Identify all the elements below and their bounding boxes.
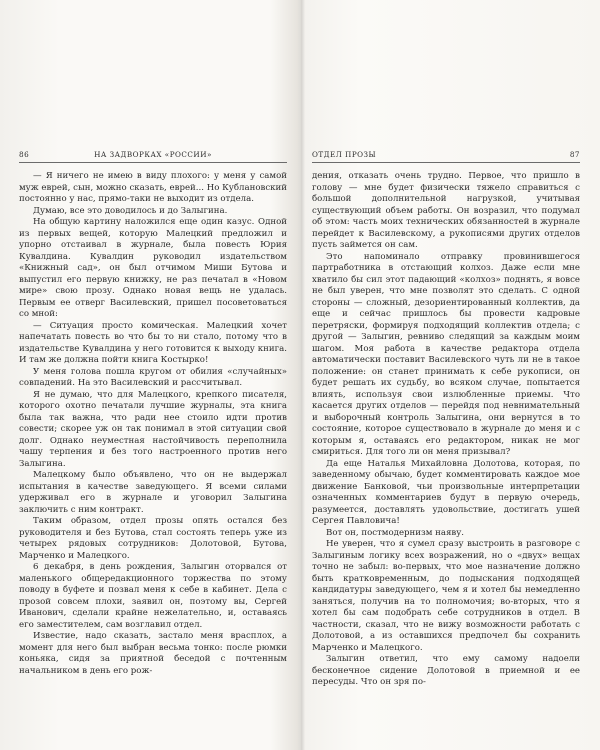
- paragraph: Это напоминало отправку провинившегося партработника в отстающий колхоз. Даже если мне хватило бы сил этот падающий «колхоз» поднять, я вовсе не был уверен, что мне позволят это сделать. С одной стороны — сложный, дезориентированный коллектив, да еще и сейчас пришлось бы провести кадровые перетряски, формируя подходящий коллектив отдела; с другой — Залыгин, ревниво следящий за каждым моим шагом. Моя работа в качестве редактора отдела автоматически поставит Василевского чуть ли не в такое положение: он станет принимать к себе рукописи, он будет решать их судьбу, во всяком случае, попытается влиять, используя свои излюбленные приемы. Что касается других отделов — перейдя под невнимательный и выборочный контроль Залыгина, они вернутся в то состояние, которое существовало в журнале до меня и с которым я, оставаясь его редактором, никак не мог смириться. Для того ли он меня призывал?: [312, 251, 580, 457]
- paragraph: Не уверен, что я сумел сразу выстроить в разговоре с Залыгиным логику всех возражений, но о «двух» вещах точно не забыл: во-первых, что мое назначение должно быть кратковременным, до подыскания подходящей кандидатуры заведующего, чем я и хотел бы немедленно заняться, получив на то полномочия; во-вторых, что я хотел бы сам подобрать себе сотрудников в отдел. В частности, сказал, что не вижу возможности работать с Долотовой, а из оставшихся предпочел бы сохранить Марченко и Малецкого.: [312, 539, 580, 653]
- paragraph: Известие, надо сказать, застало меня врасплох, а момент для него был выбран весьма тонко: после рюмки коньяка, сидя за приятной беседой с почтенным начальником в день его рож-: [19, 631, 287, 676]
- left-running-head: НА ЗАДВОРКАХ «РОССИИ»: [94, 150, 212, 159]
- right-running-head: ОТДЕЛ ПРОЗЫ: [312, 150, 377, 159]
- paragraph: На общую картину наложился еще один казус. Одной из первых вещей, которую Малецкий предложил и упорно отстаивал в журнале, была повесть Юрия Кувалдина. Кувалдин руководил издательством «Книжный сад», он был отчимом Миши Бутова и выпустил его первую книжку, не раз печатал в «Новом мире» свою прозу. Однако новая вещь не удалась. Первым ее отверг Василевский, пришел посоветоваться со мной:: [19, 217, 287, 319]
- right-page: [312, 150, 580, 689]
- paragraph: дения, отказать очень трудно. Первое, что пришло в голову — мне будет физически тяжело справиться с большой дополнительной нагрузкой, учитывая существующий объем работы. Он возразил, что подумал об этом: часть моих технических обязанностей в журнале перейдет к Василевскому, а рукописями других отделов пусть займется он сам.: [312, 171, 580, 250]
- paragraph: Малецкому было объявлено, что он не выдержал испытания в качестве заведующего. Я всеми силами удерживал его в журнале и уговорил Залыгина заключить с ним контракт.: [19, 470, 287, 515]
- paragraph: Да еще Наталья Михайловна Долотова, которая, по заведенному обычаю, будет комментировать каждое мое движение Банковой, чьи произвольные интерпретации означенных комментариев будут в первую очередь, разумеется, доставлять удовольствие, достигать ушей Сергея Павловича!: [312, 458, 580, 526]
- paragraph: Таким образом, отдел прозы опять остался без руководителя и без Бутова, стал состоять теперь уже из четырех рядовых сотрудников: Долотовой, Бутова, Марченко и Малецкого.: [19, 516, 287, 561]
- left-page-number: 86: [19, 150, 30, 159]
- left-page: [19, 150, 287, 677]
- paragraph: Думаю, все это доводилось и до Залыгина.: [33, 205, 228, 216]
- left-page-header: [19, 150, 287, 163]
- book-spine: [297, 0, 305, 750]
- paragraph: У меня голова пошла кругом от обилия «случайных» совпадений. На это Василевский и рассчитывал.: [19, 366, 287, 388]
- paragraph: — Ситуация просто комическая. Малецкий хочет напечатать повесть во что бы то ни стало, потому что в издательстве Кувалдина у него готовится к выходу книга. И там же должна пойти книга Костырко!: [19, 320, 287, 365]
- left-page-body: [19, 171, 287, 677]
- paragraph: Вот он, постмодернизм наяву.: [326, 527, 465, 538]
- paragraph: Залыгин ответил, что ему самому надоели бесконечное сидение Долотовой в приемной и ее пересуды. Что он зря по-: [312, 654, 580, 687]
- paragraph: Я не думаю, что для Малецкого, крепкого писателя, которого охотно печатали лучшие журналы, эта книга была так важна, что ради нее стоило идти против совести; скорее уж он так понимал в этой ситуации свой долг. Однако неуместная настойчивость переполнила чашу терпения и без того настроенного против него Залыгина.: [19, 389, 287, 469]
- right-page-header: [312, 150, 580, 163]
- paragraph: — Я ничего не имею в виду плохого: у меня у самой муж еврей, сын, можно сказать, еврей... Но Кублановский постоянно у нас, прямо-таки не выходит из отдела.: [19, 171, 287, 204]
- paragraph: 6 декабря, в день рождения, Залыгин оторвался от маленького общередакционного торжества по этому поводу в буфете и позвал меня к себе в кабинет. Дела с прозой совсем плохи, заявил он, поэтому вы, Сергей Иванович, сделали крайне нежелательно, и, оставаясь его заместителем, сам возглавил отдел.: [19, 562, 287, 630]
- right-page-number: 87: [569, 150, 580, 159]
- right-page-body: [312, 171, 580, 689]
